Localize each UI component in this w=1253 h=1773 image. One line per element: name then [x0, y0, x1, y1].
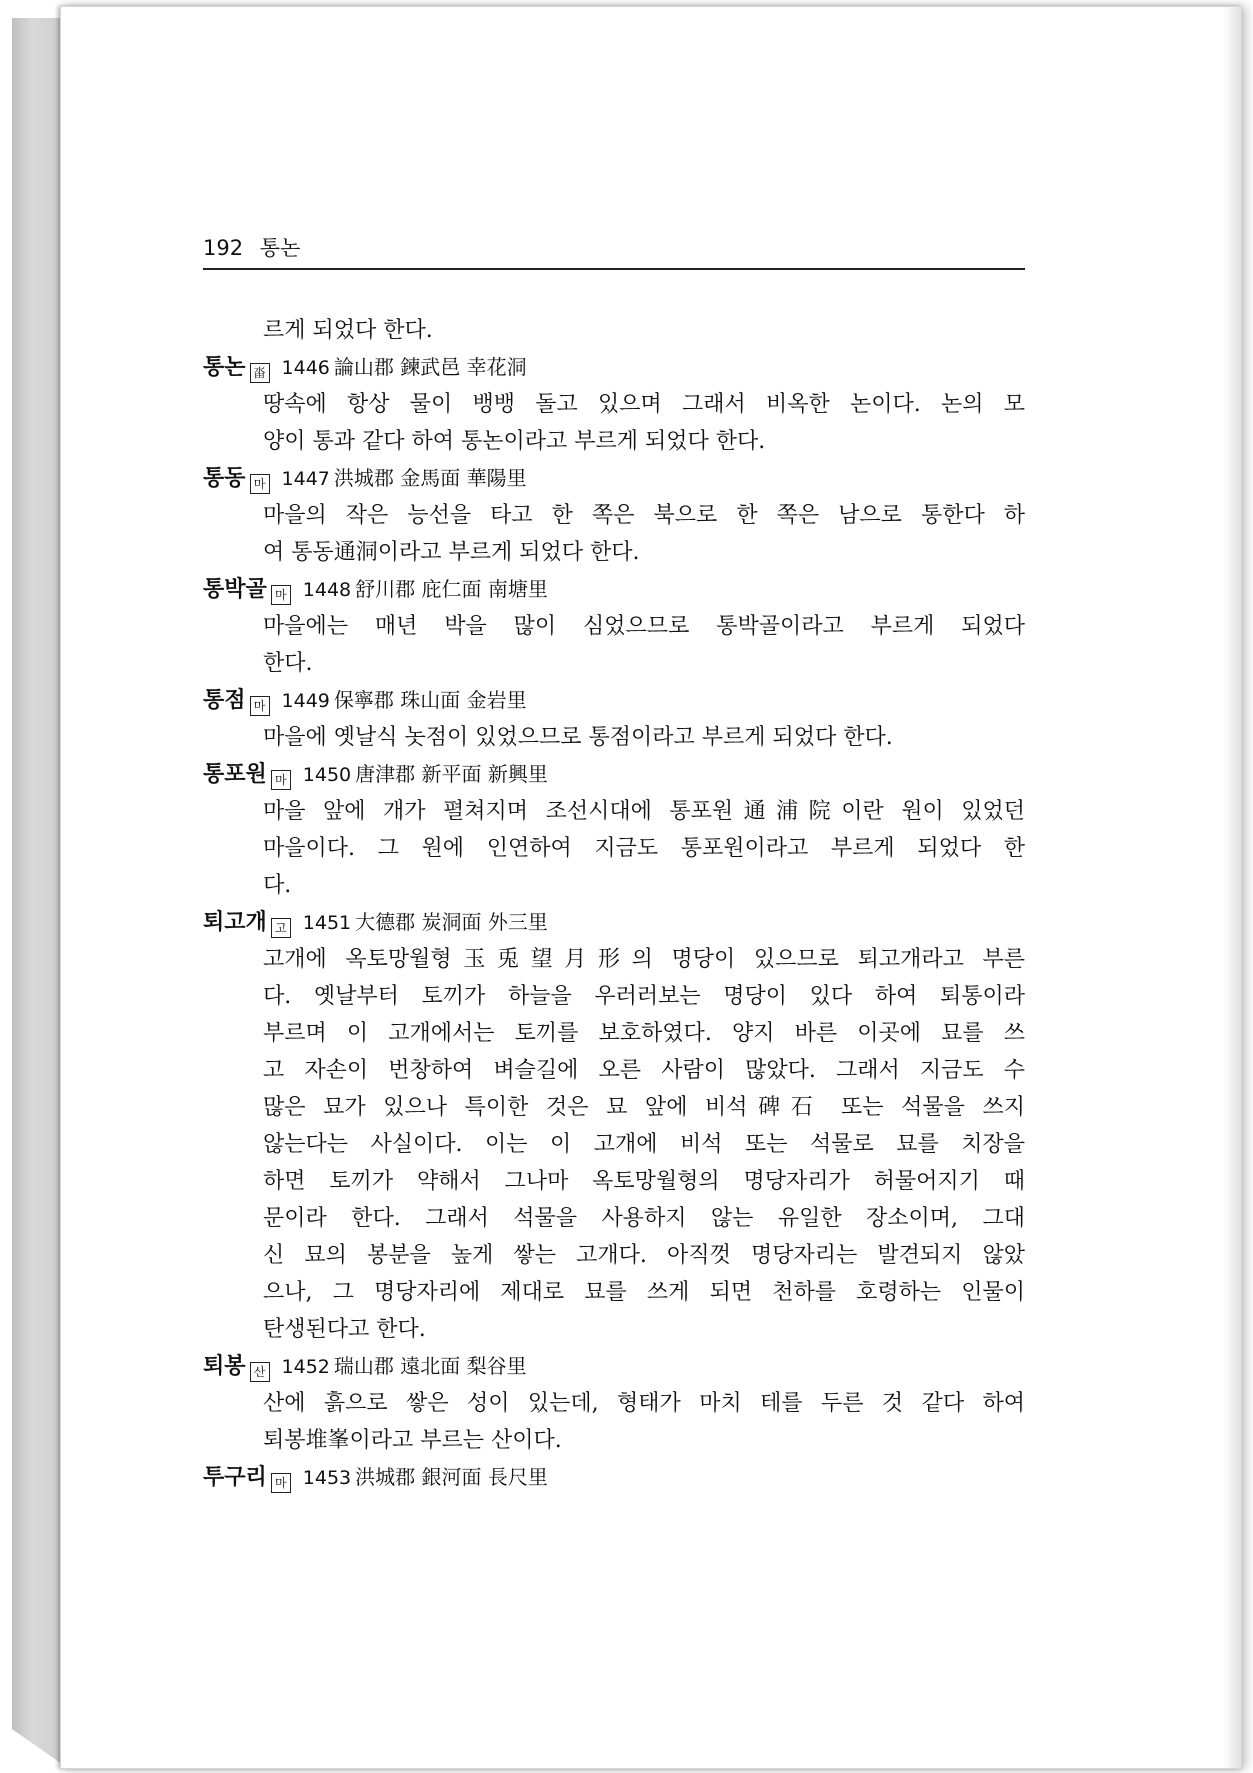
entry-text-line: 양이 통과 같다 하여 통논이라고 부르게 되었다 한다.	[263, 429, 766, 454]
category-badge: 마	[250, 474, 270, 494]
entry-text-line: 마을의 작은 능선을 타고 한 쪽은 북으로 한 쪽은 남으로 통한다 하	[263, 503, 1025, 528]
entry-number: 1449	[281, 690, 330, 712]
continuation-line: 르게 되었다 한다.	[263, 318, 433, 343]
running-header	[203, 232, 1025, 270]
entry-heading	[203, 1348, 1025, 1385]
headword: 통논	[203, 355, 246, 380]
entry-text-line: 산에 흙으로 쌓은 성이 있는데, 형태가 마치 테를 두른 것 같다 하여	[263, 1391, 1025, 1416]
headword: 투구리	[203, 1465, 267, 1490]
entry-text-line: 마을 앞에 개가 펼쳐지며 조선시대에 통포원通浦院이란 원이 있었던	[263, 799, 1025, 824]
page-number: 192	[203, 236, 244, 260]
category-badge: 畓	[250, 363, 270, 383]
entry-heading	[203, 682, 1025, 719]
entry-text-line: 한다.	[263, 651, 313, 676]
dictionary-body	[203, 312, 1025, 1496]
entry-text-line: 땅속에 항상 물이 뱅뱅 돌고 있으며 그래서 비옥한 논이다. 논의 모	[263, 392, 1025, 417]
category-badge: 산	[250, 1362, 270, 1382]
entry-text-line: 다.	[263, 873, 292, 898]
entry-text-line: 고 자손이 번창하여 벼슬길에 오른 사람이 많았다. 그래서 지금도 수	[263, 1058, 1025, 1083]
entry-location: 保寧郡 珠山面 金岩里	[333, 688, 527, 712]
entry-text-line: 많은 묘가 있으나 특이한 것은 묘 앞에 비석碑石 또는 석물을 쓰지	[263, 1095, 1025, 1120]
running-title: 통논	[259, 236, 301, 260]
page-shadow	[1223, 7, 1241, 1768]
entry-text-line: 으나, 그 명당자리에 제대로 묘를 쓰게 되면 천하를 호령하는 인물이	[263, 1280, 1025, 1305]
entry-heading	[203, 349, 1025, 386]
headword: 통포원	[203, 762, 267, 787]
entry-location: 舒川郡 庇仁面 南塘里	[355, 577, 548, 601]
entry-text-line: 마을에 옛날식 놋점이 있었으므로 통점이라고 부르게 되었다 한다.	[263, 725, 893, 750]
entry-text-line: 다. 옛날부터 토끼가 하늘을 우러러보는 명당이 있다 하여 퇴통이라	[263, 984, 1025, 1009]
entry-text-line: 문이라 한다. 그래서 석물을 사용하지 않는 유일한 장소이며, 그대	[263, 1206, 1025, 1231]
headword: 통박골	[203, 577, 267, 602]
category-badge: 마	[250, 696, 270, 716]
entry-text-line: 마을에는 매년 박을 많이 심었으므로 통박골이라고 부르게 되었다	[263, 614, 1025, 639]
entry-text-line: 탄생된다고 한다.	[263, 1317, 426, 1342]
entry-number: 1447	[281, 468, 330, 490]
entry-text-line: 여 통동通洞이라고 부르게 되었다 한다.	[263, 540, 640, 565]
category-badge: 마	[271, 585, 291, 605]
entry-number: 1452	[281, 1356, 330, 1378]
entry-heading	[203, 904, 1025, 941]
entry-heading	[203, 460, 1025, 497]
entry-text-line: 고개에 옥토망월형玉兎望月形의 명당이 있으므로 퇴고개라고 부른	[263, 947, 1025, 972]
category-badge: 마	[271, 1473, 291, 1493]
headword: 퇴봉	[203, 1354, 246, 1379]
entry-location: 瑞山郡 遠北面 梨谷里	[333, 1354, 527, 1378]
entry-text-line: 퇴봉堆峯이라고 부르는 산이다.	[263, 1428, 562, 1453]
entry-location: 大德郡 炭洞面 外三里	[355, 910, 548, 934]
category-badge: 고	[271, 918, 291, 938]
entry-number: 1446	[281, 357, 330, 379]
entry-text-line: 하면 토끼가 약해서 그나마 옥토망월형의 명당자리가 허물어지기 때	[263, 1169, 1025, 1194]
entry-heading	[203, 571, 1025, 608]
entry-text-line: 마을이다. 그 원에 인연하여 지금도 통포원이라고 부르게 되었다 한	[263, 836, 1025, 861]
category-badge: 마	[271, 770, 291, 790]
entry-location: 論山郡 鍊武邑 幸花洞	[333, 355, 527, 379]
entry-heading	[203, 1459, 1025, 1496]
entry-number: 1450	[302, 764, 352, 786]
book-spine-edge	[12, 18, 62, 1764]
entry-text-line: 않는다는 사실이다. 이는 이 고개에 비석 또는 석물로 묘를 치장을	[263, 1132, 1025, 1157]
entry-text-line: 부르며 이 고개에서는 토끼를 보호하였다. 양지 바른 이곳에 묘를 쓰	[263, 1021, 1025, 1046]
entry-location: 洪城郡 銀河面 長尺里	[355, 1465, 548, 1489]
entry-number: 1451	[302, 912, 352, 934]
headword: 통점	[203, 688, 246, 713]
headword: 통동	[203, 466, 246, 491]
entry-text-line: 신 묘의 봉분을 높게 쌓는 고개다. 아직껏 명당자리는 발견되지 않았	[263, 1243, 1025, 1268]
headword: 퇴고개	[203, 910, 267, 935]
entry-number: 1453	[302, 1467, 352, 1489]
entry-heading	[203, 756, 1025, 793]
entry-number: 1448	[302, 579, 352, 601]
entry-location: 洪城郡 金馬面 華陽里	[333, 466, 527, 490]
entry-location: 唐津郡 新平面 新興里	[355, 762, 548, 786]
